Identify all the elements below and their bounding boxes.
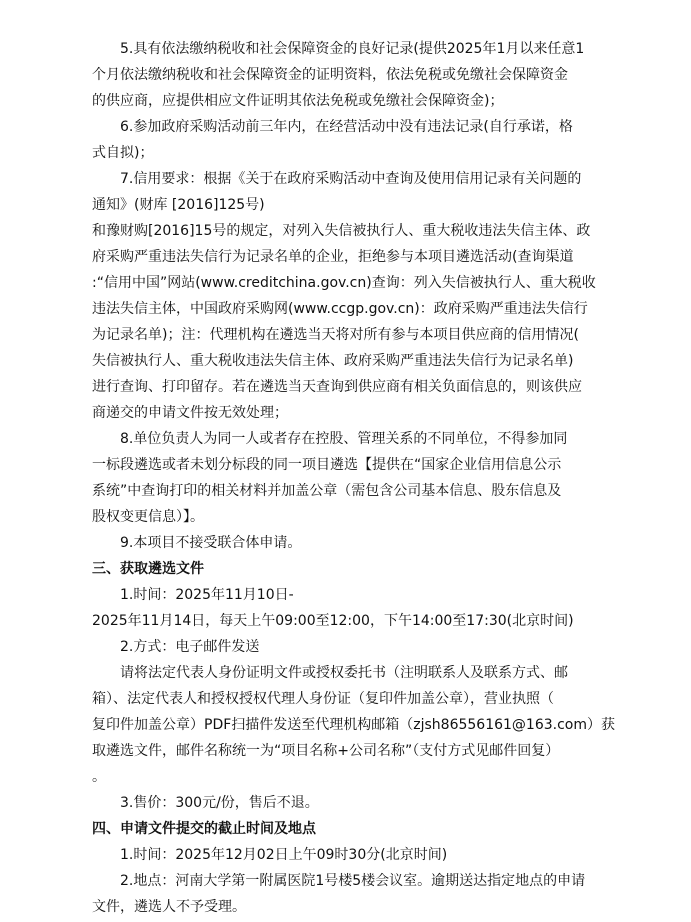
text-line: 的供应商，应提供相应文件证明其依法免税或免缴社会保障资金)； xyxy=(92,93,504,109)
text-line: 1.时间：2025年12月02日上午09时30分(北京时间) xyxy=(120,847,448,863)
text-line: 式自拟)； xyxy=(92,145,154,161)
text-line: 为记录名单)；注：代理机构在遴选当天将对所有参与本项目供应商的信用情况( xyxy=(92,327,579,343)
text-line: 2.方式：电子邮件发送 xyxy=(120,639,260,655)
text-line: 和豫财购[2016]15号的规定，对列入失信被执行人、重大税收违法失信主体、政 xyxy=(92,223,591,239)
text-line: 个月依法缴纳税收和社会保障资金的证明资料，依法免税或免缴社会保障资金 xyxy=(92,67,568,83)
text-line: 9.本项目不接受联合体申请。 xyxy=(120,535,302,551)
text-line: 府采购严重违法失信行为记录名单的企业，拒绝参与本项目遴选活动(查询渠道 xyxy=(92,249,574,265)
text-line: 股权变更信息）】。 xyxy=(92,509,204,525)
text-line: 系统”中查询打印的相关材料并加盖公章（需包含公司基本信息、股东信息及 xyxy=(92,483,562,499)
text-line: 8.单位负责人为同一人或者存在控股、管理关系的不同单位，不得参加同 xyxy=(120,431,568,447)
text-line: :“信用中国”网站(www.creditchina.gov.cn)查询：列入失信被执行人、重大税收 xyxy=(92,275,596,291)
text-line: 违法失信主体，中国政府采购网(www.ccgp.gov.cn)：政府采购严重违法失信行 xyxy=(92,301,588,317)
text-line: 进行查询、打印留存。若在遴选当天查询到供应商有相关负面信息的，则该供应 xyxy=(92,379,582,395)
text-line: 2025年11月14日，每天上午09:00至12:00，下午14:00至17:30(北京时间) xyxy=(92,613,574,629)
text-line: 一标段遴选或者未划分标段的同一项目遴选【提供在“国家企业信用信息公示 xyxy=(92,457,562,473)
text-line: 取遴选文件，邮件名称统一为“项目名称+公司名称”（支付方式见邮件回复） xyxy=(92,743,560,759)
text-line: 1.时间：2025年11月10日- xyxy=(120,587,294,603)
text-line: 5.具有依法缴纳税收和社会保障资金的良好记录(提供2025年1月以来任意1 xyxy=(120,41,585,57)
text-line: 复印件加盖公章）PDF扫描件发送至代理机构邮箱（zjsh86556161@163.com）获 xyxy=(92,717,616,733)
text-line: 文件，遴选人不予受理。 xyxy=(92,899,246,915)
text-line: 。 xyxy=(92,769,106,785)
text-line: 失信被执行人、重大税收违法失信主体、政府采购严重违法失信行为记录名单) xyxy=(92,353,574,369)
text-line: 3.售价：300元/份，售后不退。 xyxy=(120,795,319,811)
text-line: 7.信用要求：根据《关于在政府采购活动中查询及使用信用记录有关问题的 xyxy=(120,171,582,187)
text-line: 箱）、法定代表人和授权授权代理人身份证（复印件加盖公章），营业执照（ xyxy=(92,691,554,707)
section-heading: 四、申请文件提交的截止时间及地点 xyxy=(92,821,316,837)
section-heading: 三、获取遴选文件 xyxy=(92,561,204,577)
text-line: 2.地点：河南大学第一附属医院1号楼5楼会议室。逾期送达指定地点的申请 xyxy=(120,873,586,889)
text-line: 通知》(财库 [2016]125号) xyxy=(92,197,265,213)
text-line: 请将法定代表人身份证明文件或授权委托书（注明联系人及联系方式、邮 xyxy=(120,665,568,681)
text-line: 6.参加政府采购活动前三年内，在经营活动中没有违法记录(自行承诺，格 xyxy=(120,119,573,135)
text-line: 商递交的申请文件按无效处理； xyxy=(92,405,288,421)
